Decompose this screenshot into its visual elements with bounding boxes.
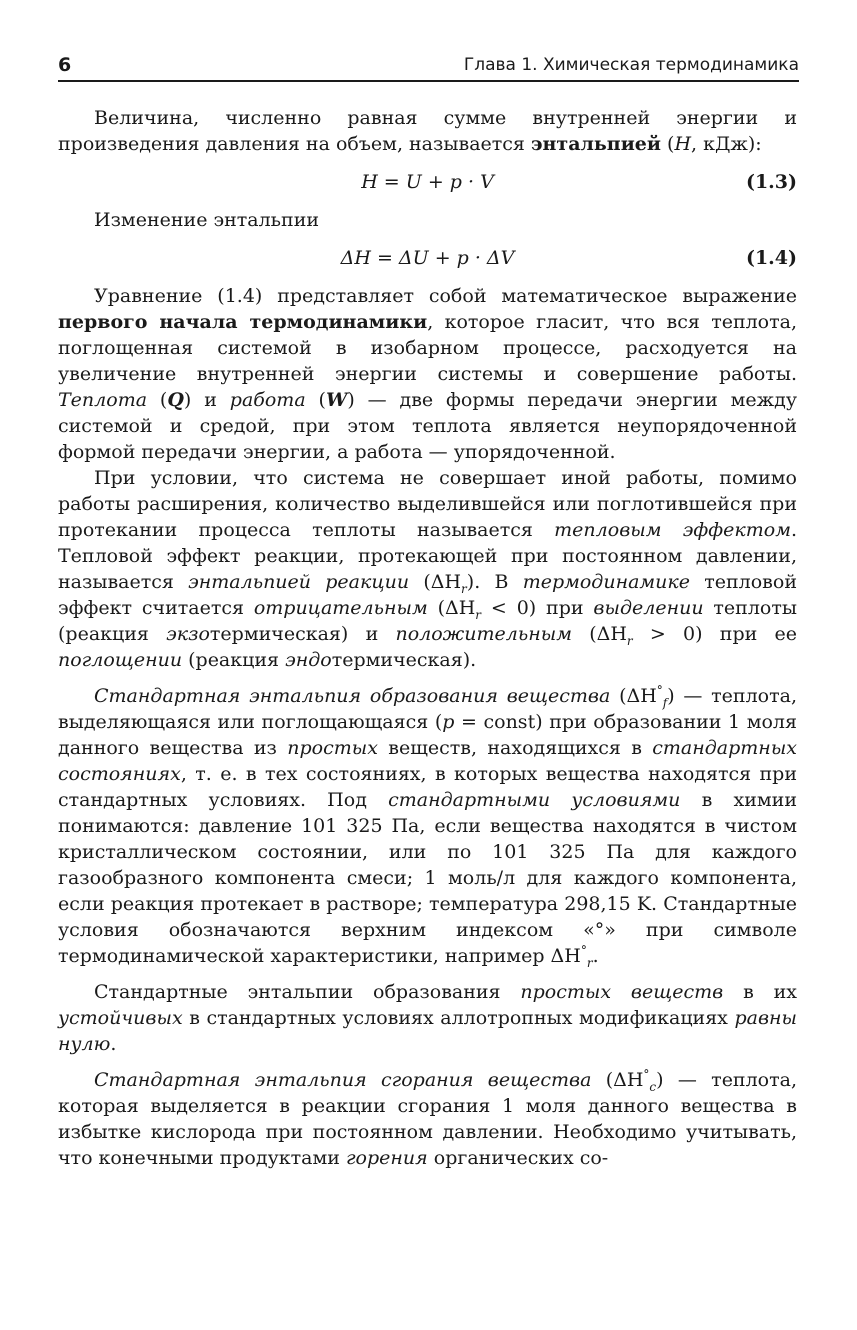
text-run: (ΔH xyxy=(427,597,476,619)
term: поглощении xyxy=(58,649,183,671)
text-run: . Тепловой эффект реакции, протекающей при постоянном давлении, называется xyxy=(58,519,797,593)
text-run: тепловой эффект считается xyxy=(58,571,797,619)
superscript: ° xyxy=(580,943,587,958)
text-run: (реакция xyxy=(182,649,286,671)
text-run: Стандартные энтальпии образования xyxy=(94,981,521,1003)
paragraph-heat-effect xyxy=(58,465,797,673)
subscript: r xyxy=(586,955,593,970)
term-enthalpy: энтальпией xyxy=(530,133,661,155)
equation-formula: H = U + p · V xyxy=(361,171,494,193)
paragraph-enthalpy-change: Изменение энтальпии xyxy=(94,209,320,231)
text-run: органических со- xyxy=(427,1147,609,1169)
term: горения xyxy=(345,1147,428,1169)
symbol: Q xyxy=(167,389,184,411)
term: тепловым эффектом xyxy=(554,519,791,541)
text-run: ( xyxy=(305,389,326,411)
text-run: (ΔH xyxy=(591,1069,644,1091)
term: работа xyxy=(229,389,306,411)
text-run: в стандартных условиях аллотропных модификациях xyxy=(182,1007,735,1029)
paragraph-simple-substances xyxy=(58,979,797,1057)
equation-number: (1.3) xyxy=(745,171,797,193)
text-run: Величина, численно равная сумме внутренней энергии и произведения давления на объем, называется xyxy=(58,107,797,155)
page-number: 6 xyxy=(58,54,72,76)
text-run: ) — теплота, которая выделяется в реакции сгорания 1 моля данного вещества в избытке кислорода при постоянном давлении. Необходимо учитывать, что конечными продуктами xyxy=(58,1069,797,1169)
superscript: ° xyxy=(656,683,663,698)
text-run: термическая). xyxy=(331,649,477,671)
text-run: , кДж): xyxy=(691,133,762,155)
paragraph-standard-combustion xyxy=(58,1067,797,1171)
equation-1-3 xyxy=(58,169,797,195)
subscript: f xyxy=(662,695,668,710)
subscript: c xyxy=(649,1079,657,1094)
text-run: = const) при образовании 1 моля данного вещества из xyxy=(58,711,797,759)
text-run: (ΔH xyxy=(409,571,462,593)
page-header xyxy=(58,52,799,82)
text-run: (ΔH xyxy=(610,685,657,707)
equation-1-4 xyxy=(58,245,797,271)
term: Стандартная энтальпия сгорания вещества xyxy=(94,1069,592,1091)
symbol: H xyxy=(674,133,692,155)
text-run: термическая) и xyxy=(209,623,396,645)
paragraph-first-law xyxy=(58,283,797,465)
text-run: < 0) при xyxy=(481,597,594,619)
paragraph-enthalpy-definition xyxy=(58,105,797,157)
text-run: ) и xyxy=(183,389,230,411)
text-run: . xyxy=(592,945,599,967)
text-run: ( xyxy=(660,133,675,155)
term: простых xyxy=(287,737,378,759)
text-run: ( xyxy=(147,389,168,411)
term: термодинамике xyxy=(522,571,691,593)
subscript: r xyxy=(475,607,482,622)
symbol: p xyxy=(442,711,455,733)
symbol: W xyxy=(325,389,348,411)
text-run: При условии, что система не совершает иной работы, помимо работы расширения, количество выделившейся или поглотившейся при протекании процесса теплоты называется xyxy=(58,467,797,541)
subscript: r xyxy=(461,581,467,596)
text-run: > 0) при ее xyxy=(632,623,797,645)
subscript: r xyxy=(626,633,633,648)
term-first-law: первого начала термодинамики xyxy=(58,311,428,333)
superscript: ° xyxy=(643,1067,650,1082)
text-run: , которое гласит, что вся теплота, поглощенная системой в изобарном процессе, расходуется на увеличение внутренней энергии системы и совершение работы. xyxy=(58,311,797,385)
term: Теплота xyxy=(58,389,148,411)
page-body xyxy=(58,105,797,1171)
text-run: теплоты (реакция xyxy=(58,597,797,645)
term: энтальпией реакции xyxy=(188,571,410,593)
equation-number: (1.4) xyxy=(745,247,797,269)
term: выделении xyxy=(593,597,704,619)
text-run: (ΔH xyxy=(571,623,627,645)
term: устойчивых xyxy=(58,1007,183,1029)
text-run: ). В xyxy=(466,571,523,593)
text-run: . xyxy=(110,1033,117,1055)
term: стандартных состояниях xyxy=(58,737,798,785)
term: стандартными условиями xyxy=(388,789,681,811)
term: простых веществ xyxy=(520,981,724,1003)
text-run: в химии понимаются: давление 101 325 Па, если вещества находятся в чистом кристаллическом состоянии, или по 101 325 Па для каждого газообразного компонента смеси; 1 моль/л для каждого компонента, если реакция протекает в растворе; температура 298,15 K. Стандартные условия обозначаются верхним индексом «°» при символе термодинамической характеристики, например ΔH xyxy=(58,789,797,967)
running-title: Глава 1. Химическая термодинамика xyxy=(463,55,799,75)
term: Стандартная энтальпия образования вещества xyxy=(94,685,611,707)
text-run: Уравнение (1.4) представляет собой математическое выражение xyxy=(94,285,797,307)
term: эндо xyxy=(285,649,332,671)
text-run: , т. е. в тех состояниях, в которых вещества находятся при стандартных условиях. Под xyxy=(58,763,797,811)
equation-formula: ΔH = ΔU + p · ΔV xyxy=(340,247,515,269)
text-run: веществ, находящихся в xyxy=(377,737,653,759)
text-run: в их xyxy=(723,981,797,1003)
term: положительным xyxy=(395,623,572,645)
text-run: ) — теплота, выделяющаяся или поглощающаяся ( xyxy=(58,685,797,733)
text-run: ) — две формы передачи энергии между системой и средой, при этом теплота является неупорядоченной формой передачи энергии, а работа — упорядоченной. xyxy=(58,389,798,463)
term: экзо xyxy=(166,623,210,645)
paragraph-standard-formation xyxy=(58,683,797,969)
term: отрицательным xyxy=(253,597,428,619)
term: равны нулю xyxy=(58,1007,797,1055)
